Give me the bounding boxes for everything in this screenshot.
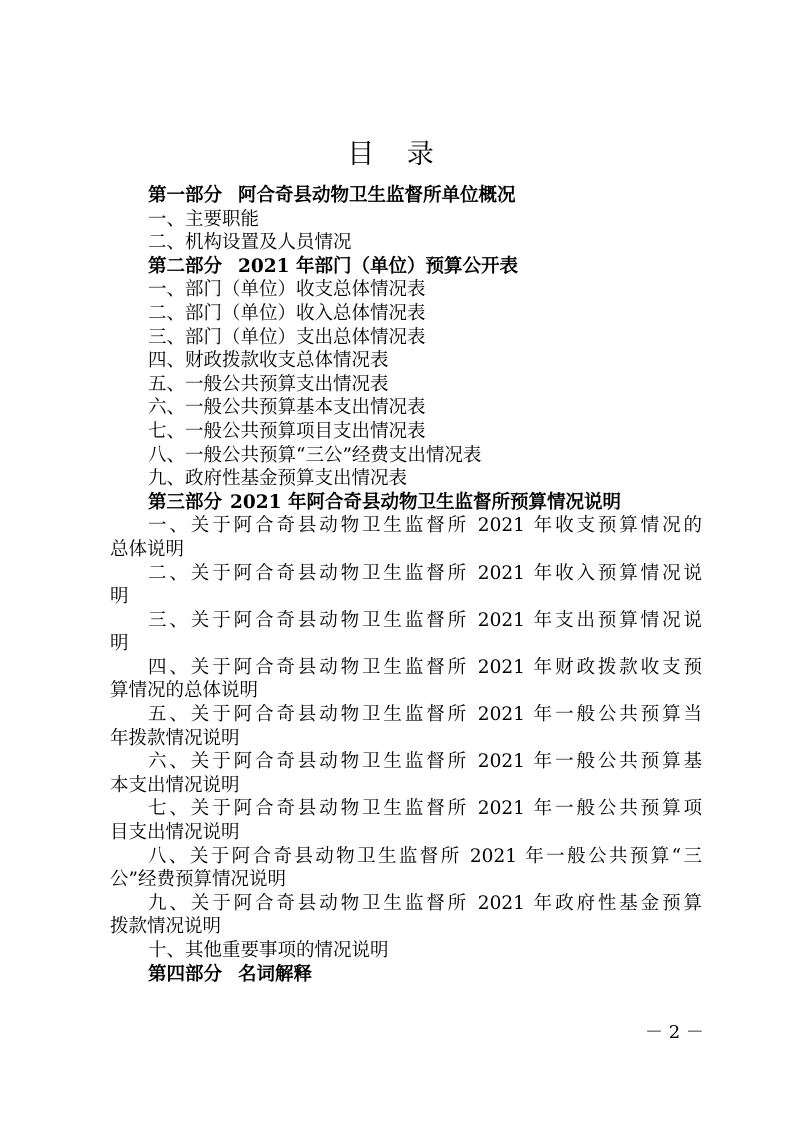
toc-item[interactable]: 五、关于阿合奇县动物卫生监督所 2021 年一般公共预算当: [148, 704, 702, 726]
table-of-contents: [110, 184, 702, 986]
toc-item-continuation: 总体说明: [110, 538, 185, 560]
toc-item[interactable]: 二、机构设置及人员情况: [148, 232, 352, 254]
toc-item[interactable]: 六、一般公共预算基本支出情况表: [148, 397, 426, 419]
toc-item-continuation: 拨款情况说明: [110, 916, 222, 938]
toc-item[interactable]: 二、部门（单位）收入总体情况表: [148, 302, 426, 324]
toc-item-continuation: 明: [110, 633, 129, 655]
toc-part-text: 名词解释: [238, 963, 313, 985]
toc-part-text: 阿合奇县动物卫生监督所单位概况: [238, 185, 516, 206]
toc-part-label: 第一部分: [148, 185, 223, 206]
toc-item-continuation: 明: [110, 586, 129, 608]
toc-item[interactable]: 三、部门（单位）支出总体情况表: [148, 326, 426, 348]
toc-item[interactable]: 七、一般公共预算项目支出情况表: [148, 420, 426, 442]
toc-item[interactable]: 九、关于阿合奇县动物卫生监督所 2021 年政府性基金预算: [148, 892, 702, 914]
toc-item[interactable]: 三、关于阿合奇县动物卫生监督所 2021 年支出预算情况说: [148, 609, 702, 631]
toc-part-2[interactable]: [110, 255, 702, 279]
toc-item[interactable]: 一、主要职能: [148, 208, 260, 230]
toc-item[interactable]: 六、关于阿合奇县动物卫生监督所 2021 年一般公共预算基: [148, 751, 702, 773]
toc-item[interactable]: 四、财政拨款收支总体情况表: [148, 350, 389, 372]
toc-item[interactable]: 二、关于阿合奇县动物卫生监督所 2021 年收入预算情况说: [148, 562, 702, 584]
toc-item-continuation: 公”经费预算情况说明: [110, 869, 286, 891]
toc-item-continuation: 目支出情况说明: [110, 822, 240, 844]
page-title: 目 录: [347, 139, 446, 170]
toc-item[interactable]: 五、一般公共预算支出情况表: [148, 373, 389, 395]
toc-item-continuation: 本支出情况说明: [110, 774, 240, 796]
toc-item[interactable]: 八、关于阿合奇县动物卫生监督所 2021 年一般公共预算“三: [148, 845, 702, 867]
toc-part-4[interactable]: [110, 963, 702, 987]
toc-item[interactable]: 七、关于阿合奇县动物卫生监督所 2021 年一般公共预算项: [148, 798, 702, 820]
toc-item-continuation: 算情况的总体说明: [110, 680, 259, 702]
toc-item[interactable]: 九、政府性基金预算支出情况表: [148, 468, 408, 490]
toc-item[interactable]: 八、一般公共预算“三公”经费支出情况表: [148, 444, 482, 466]
toc-part-text: 2021 年阿合奇县动物卫生监督所预算情况说明: [230, 491, 621, 513]
toc-part-text: 2021 年部门（单位）预算公开表: [238, 255, 518, 277]
toc-item-continuation: 年拨款情况说明: [110, 727, 240, 749]
toc-part-label: 第二部分: [148, 255, 223, 277]
toc-item[interactable]: 一、部门（单位）收支总体情况表: [148, 279, 426, 301]
toc-item[interactable]: 一、关于阿合奇县动物卫生监督所 2021 年收支预算情况的: [148, 515, 702, 537]
toc-item[interactable]: 四、关于阿合奇县动物卫生监督所 2021 年财政拨款收支预: [148, 656, 702, 678]
toc-part-1[interactable]: [110, 184, 702, 208]
toc-item[interactable]: 十、其他重要事项的情况说明: [148, 940, 389, 961]
page-number: － 2 －: [645, 1022, 704, 1043]
toc-part-label: 第四部分: [148, 963, 223, 985]
toc-part-label: 第三部分: [148, 491, 223, 513]
toc-part-3[interactable]: [110, 491, 702, 515]
